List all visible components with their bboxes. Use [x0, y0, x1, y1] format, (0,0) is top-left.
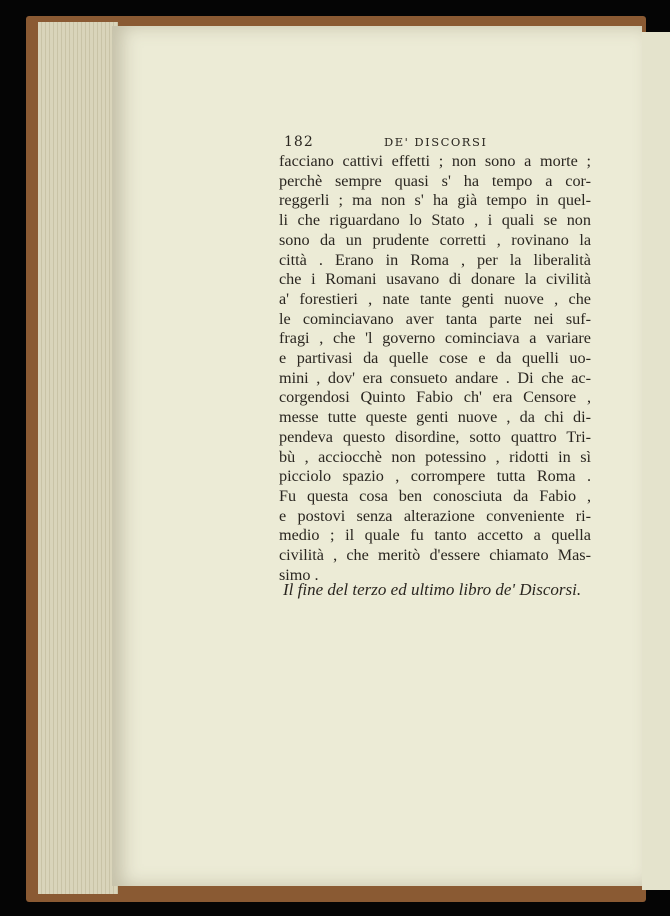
colophon: Il fine del terzo ed ultimo libro de' Discorsi. [283, 580, 582, 599]
text-line: perchè sempre quasi s' ha tempo a cor- [279, 171, 591, 190]
text-line: e partivasi da quelle cose e da quelli uo- [279, 349, 591, 368]
page-edges [38, 22, 118, 894]
text-line: fragi , che 'l governo cominciava a variare [279, 329, 591, 348]
text-line: sono da un prudente corretti , rovinano la [279, 230, 591, 249]
text-line: picciolo spazio , corrompere tutta Roma . [279, 467, 591, 486]
running-title: DE' DISCORSI [384, 135, 488, 149]
facing-page-edge [642, 32, 670, 890]
text-line: corgendosi Quinto Fabio ch' era Censore , [279, 388, 591, 407]
text-line: Fu questa cosa ben conosciuta da Fabio , [279, 486, 591, 505]
text-line: reggerli ; ma non s' ha già tempo in quel- [279, 191, 591, 210]
body-text [279, 152, 591, 585]
text-line: messe tutte queste genti nuove , da chi di- [279, 408, 591, 427]
text-line: simo . [279, 565, 319, 584]
text-line: e postovi senza alterazione conveniente ri- [279, 506, 591, 525]
text-line: a' forestieri , nate tante genti nuove , che [279, 289, 591, 308]
text-line: civilità , che meritò d'essere chiamato Mas- [279, 546, 591, 565]
text-line: città . Erano in Roma , per la liberalità [279, 250, 591, 269]
text-line: mini , dov' era consueto andare . Di che ac- [279, 368, 591, 387]
text-line: che i Romani usavano di donare la civilità [279, 270, 591, 289]
page-number: 182 [284, 134, 314, 150]
text-line: le cominciavano aver tanta parte nei suf- [279, 309, 591, 328]
text-line: pendeva questo disordine, sotto quattro Tri- [279, 427, 591, 446]
text-line: bù , acciocchè non potessino , ridotti in sì [279, 447, 591, 466]
text-line: medio ; il quale fu tanto accetto a quella [279, 526, 591, 545]
text-line: facciano cattivi effetti ; non sono a morte ; [279, 152, 591, 170]
text-line: li che riguardano lo Stato , i quali se non [279, 211, 591, 230]
